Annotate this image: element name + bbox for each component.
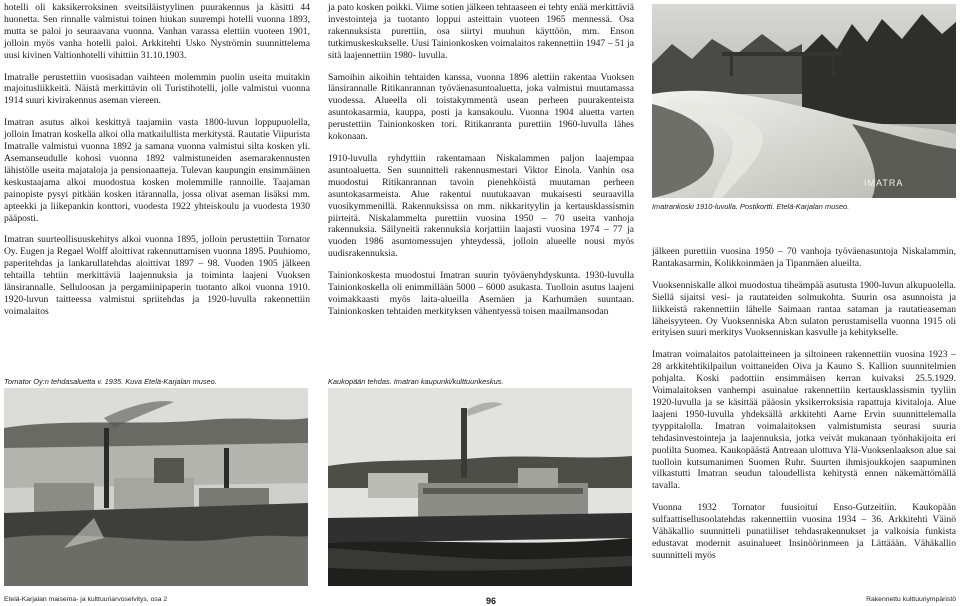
footer-right: Rakennettu kulttuuriympäristö bbox=[866, 596, 956, 603]
paragraph: 1910-luvulla ryhdyttiin rakentamaan Niskalammen paljon laajempaa asuntoaluetta. Sen suunnitteli rakennusmestari Viktor Einola. Vanhin osa muodostui Ritikanrannan tavoin pienehköistä muutaman perheen asuntokasarmeista. Alue rakentui nuutukaavan mukaisesti seuraavilla vuosikymmenillä. Rakennuksissa on mm. nikkarityylin ja kertausklassismin piirteitä. Niskalammelta purettiin vuosina 1950 – 70 useita vanhoja rakennuksia. Säilyneitä rakennuksia korjattiin laajasti vuosina 1974 – 77 ja vuoden 1986 asuntomessujen yhteydessä, jolloin alueelle nousi myös uudisrakennuksia. bbox=[328, 152, 634, 260]
kaukopaa-photo bbox=[328, 388, 632, 586]
paragraph: ja pato kosken poikki. Viime sotien jälkeen tehtaaseen ei tehty enää merkittäviä investointeja ja tuotanto loppui asteittain vuoteen 1965 mennessä. Osa rakennuksista purettiin, osa siirtyi muuhun käyttöön, mm. Enson tutkimuskeskukselle. Uusi Tainionkosken voimalaitos rakennettiin 1947 – 51 ja sitä laajennettiin 1980- luvulla. bbox=[328, 2, 634, 61]
paragraph: Imatran asutus alkoi keskittyä taajamiin vasta 1800-luvun loppupuolella, jolloin Imatran koskella alkoi olla matkailullista merkitystä. Rautatie Viipurista Imatralle valmistui vuonna 1892 ja samana vuonna valmistui silta kosken yli. Asemanseudulle kohosi vuonna 1892 valmistuneiden asemarakennusten lähistölle useita majataloja ja pensionaatteja. Tulevan kaupungin ensimmäinen keskustaajama alkoi muodostua kosken molemmille rannoille. Taajaman painopiste pysyi pitkään kosken itärannalla, jossa olivat aseman lisäksi mm. apteekki ja liikepankin konttori, vuodesta 1922 yhteiskoulu ja vuodesta 1930 pääposti. bbox=[4, 117, 310, 224]
text-column-3 bbox=[652, 246, 956, 572]
photo-inscription: IMATRA bbox=[864, 178, 904, 188]
imatrankoski-photo bbox=[652, 4, 956, 198]
text-column-2 bbox=[328, 2, 634, 328]
tornator-photo bbox=[4, 388, 308, 586]
footer-left: Etelä-Karjalan maisema- ja kulttuuriarvoselvitys, osa 2 bbox=[4, 596, 168, 603]
paragraph: Samoihin aikoihin tehtaiden kanssa, vuonna 1896 alettiin rakentaa Vuoksen länsirannalle Ritikanrannan työväenasuntoaluetta, joka valmistui muutamassa vuodessa. Alueella oli toistakymmentä usean perheen puurakenteista asuntokasarmia, kauppa, posti ja kansakoulu. Vuonna 1904 aluetta varten perustettiin Tainionkosken tori. Ritikanranta purettiin 1960-luvulla lähes kokonaan. bbox=[328, 71, 634, 143]
page-number: 96 bbox=[486, 596, 497, 606]
paragraph: Imatralle perustettiin vuosisadan vaihteen molemmin puolin useita muitakin majoitusliikkeitä. Näistä merkittävin oli Turistihotelli, jolle valmistui vuonna 1914 suuri kivirakennus aseman viereen. bbox=[4, 71, 310, 107]
caption-imatrankoski: Imatrankoski 1910-luvulla. Postikortti. Etelä-Karjalan museo. bbox=[652, 202, 850, 211]
caption-tornator: Tornator Oy:n tehdasaluetta v. 1935. Kuva Etelä-Karjalan museo. bbox=[4, 377, 217, 386]
paragraph: Imatran suurteollisuuskehitys alkoi vuonna 1895, jolloin perustettiin Tornator Oy. Eugen ja Regael Wolff aloittivat rakennuttamisen vuonna 1895. Puuhiomo, paperitehdas ja lankarullatehdas aloittivat 1897 – 98. Vuoden 1905 jälkeen tehtailla tehtiin merkittäviä laajennuksia ja toiminta laajeni Vuoksen länsirannalle. Selluloosan ja pergamiinipaperin tuotanto alkoi vuonna 1910. 1920-luvun taitteessa valmistui spriitehdas ja 1920-luvulla rakennettiin voimalaitos bbox=[4, 234, 310, 317]
paragraph: Tainionkoskesta muodostui Imatran suurin työväenyhdyskunta. 1930-luvulla Tainionkoskella oli enimmillään 5000 – 6000 asukasta. Tuolloin asutus laajeni voimakkaasti myös laita-alueilla Asemäen ja Karhumäen suuntaan. Tainionkosken tehtaiden merkityksen vähentyessä toisen maailmansodan bbox=[328, 270, 634, 317]
paragraph: Vuonna 1932 Tornator fuusioitui Enso-Gutzeitiin. Kaukopään sulfaattisellusoolatehdas rakennettiin vuosina 1934 – 36. Arkkitehti Väinö Vähäkallio suunnitteli punatiiliset tehdasrakennukset ja valkoisia funkista edustavat modernit asuinalueet Insinöörinmeen ja Lättäään. Vähäkallio suunnitteli myös bbox=[652, 502, 956, 561]
paragraph: Imatran voimalaitos patolaitteineen ja siltoineen rakennettiin vuosina 1923 – 28 arkkitehtikilpailun voittaneiden Oiva ja Kauno S. Kallion suunnitelmien pohjalta. Koski padottiin ensimmäisen kerran kuivaksi 25.5.1929. Voimalaitoksen vanhempi asuinalue rakennettiin kertausklassismin tyyliin 1920-luvulla ja se käsittää pääosin yksikerroksisia rapattuja kivitaloja. Alue laajeni 1950-luvulla yhdeksällä arkkitehti Aarne Ervin suunnittelemalla tyyppitalolla. Imatran voimalaitoksen valmistumista seurasi suuria tehdasinvestointeja ja laajennuksia, jotka veivät mukanaan työnhakijoita eri puolilta Suomea. Kaukopäästä Antreaan ulottuva Ylä-Vuoksenlaakson alue sai tuolloin kutsumanimen Suomen Ruhr. Suurten ihmisjoukkojen saapuminen vilkastutti Imatran seudun taloudellista kehitystä ennen näkemättömällä tavalla. bbox=[652, 349, 956, 492]
paragraph: Vuoksenniskalle alkoi muodostua tiheämpää asutusta 1900-luvun alkupuolella. Siellä sijaitsi vesi- ja rautateiden solmukohta. Suurin osa asunnoista ja liikkeistä rakennettiin lähelle Saimaan rantaa sataman ja rautatieaseman läheisyyteen. Oy Vuoksenniska Ab:n sulaton perustamisella vuonna 1915 oli erityisen suuri merkitys Vuoksenniskan kasvulle ja kehitykselle. bbox=[652, 279, 956, 339]
caption-kaukopaa: Kaukopään tehdas. Imatran kaupunki/kulttuurikeskus. bbox=[328, 377, 504, 386]
paragraph: hotelli oli kaksikerroksinen sveitsiläistyylinen puurakennus ja käsitti 44 huonetta. Sen rinnalle valmistui toinen hiukan suurempi hotelli vuonna 1893, mutta se paloi jo seuraavana vuonna. Vanhan varassa elettiin vuoteen 1901, jolloin myös vanha hotelli paloi. Arkkitehti Usko Nyströmin suunnittelema uusi kivinen Valtionhotelli vihittiin 31.10.1903. bbox=[4, 2, 310, 61]
text-column-1 bbox=[4, 2, 310, 328]
paragraph: jälkeen purettiin vuosina 1950 – 70 vanhoja työväenasuntoja Niskalammin, Rantakasarmin, Kolikkoinmäen ja Tipanmäen alueilta. bbox=[652, 246, 956, 269]
